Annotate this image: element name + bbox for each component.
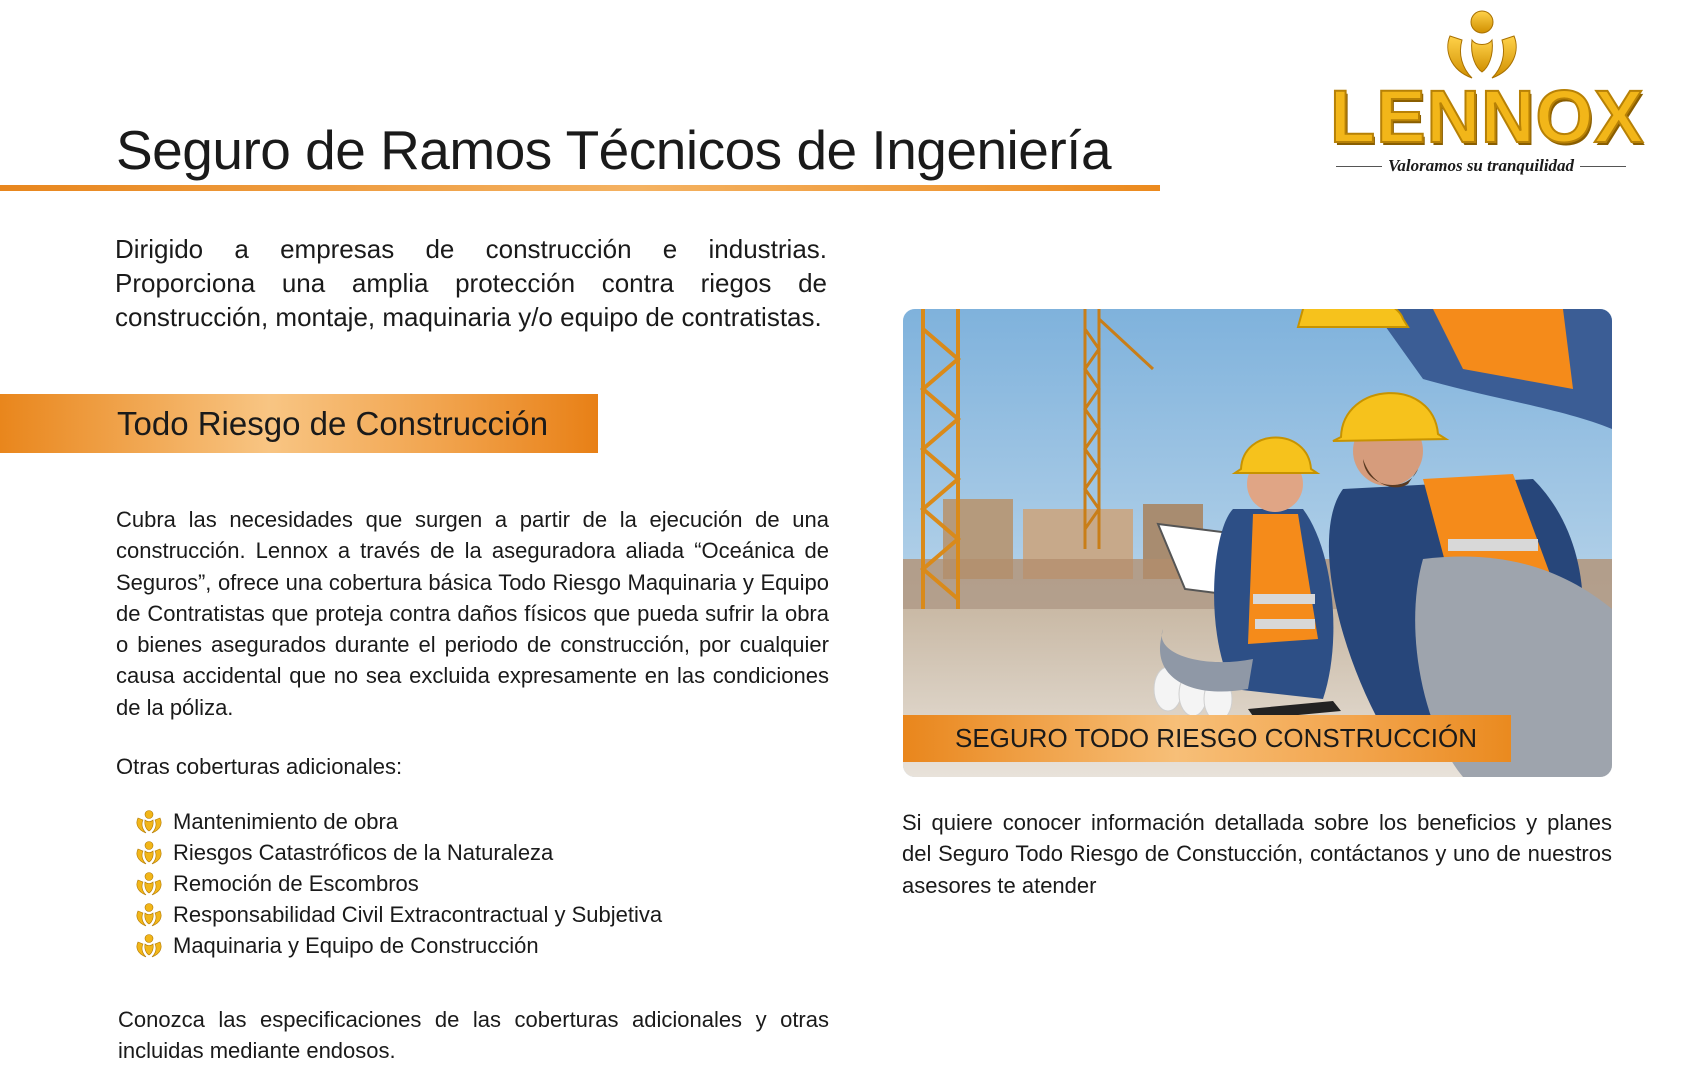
coverage-label: Maquinaria y Equipo de Construcción [173,932,539,958]
coverage-label: Riesgos Catastróficos de la Naturaleza [173,839,554,865]
page-title: Seguro de Ramos Técnicos de Ingeniería [116,119,1112,181]
closing-paragraph: Conozca las especificaciones de las coberturas adicionales y otras incluidas mediante endosos. [118,1007,829,1063]
logo-emblem-icon [1442,10,1522,82]
list-item [135,806,662,837]
lennox-logo[interactable] [1330,10,1645,175]
intro-paragraph: Dirigido a empresas de construcción e industrias. Proporciona una amplia protección contra riegos de construcción, montaje, maquinaria y/o equipo de contratistas. [115,234,827,332]
section-body: Cubra las necesidades que surgen a partir de la ejecución de una construcción. Lennox a través de la aseguradora aliada “Oceánica de Seguros”, ofrece una cobertura básica Todo Riesgo Maquinaria y Equipo de Contratistas que proteja contra daños físicos que pueda sufrir la obra o bienes asegurados durante el periodo de construcción, por cualquier causa accidental que no sea excluida expresamente en las condiciones de la póliza. [116,507,829,720]
list-item [135,868,662,899]
list-item [135,837,662,868]
lennox-bullet-icon [135,872,163,896]
construction-photo [903,309,1612,777]
other-coverages-label: Otras coberturas adicionales: [116,754,403,779]
coverage-label: Remoción de Escombros [173,870,419,896]
logo-tagline-row [1336,156,1626,176]
construction-workers-illustration [903,309,1612,777]
section-heading: Todo Riesgo de Construcción [117,405,549,442]
section-heading-band [0,394,598,453]
logo-tagline: Valoramos su tranquilidad [1387,156,1575,175]
coverage-label: Responsabilidad Civil Extracontractual y Subjetiva [173,901,663,927]
logo-tagline-rule-left [1336,166,1382,167]
lennox-bullet-icon [135,810,163,834]
coverage-list [135,806,662,961]
photo-banner [903,715,1511,762]
coverage-label: Mantenimiento de obra [173,808,399,834]
contact-paragraph: Si quiere conocer información detallada sobre los beneficios y planes del Seguro Todo Riesgo de Constucción, contáctanos y uno de nuestros asesores te atender [902,810,1612,898]
list-item [135,930,662,961]
title-underline [0,185,1160,191]
lennox-bullet-icon [135,934,163,958]
list-item [135,899,662,930]
lennox-bullet-icon [135,903,163,927]
logo-wordmark: LENNOX [1330,75,1645,158]
lennox-bullet-icon [135,841,163,865]
logo-tagline-rule-right [1580,166,1626,167]
photo-banner-label: SEGURO TODO RIESGO CONSTRUCCIÓN [955,723,1477,753]
